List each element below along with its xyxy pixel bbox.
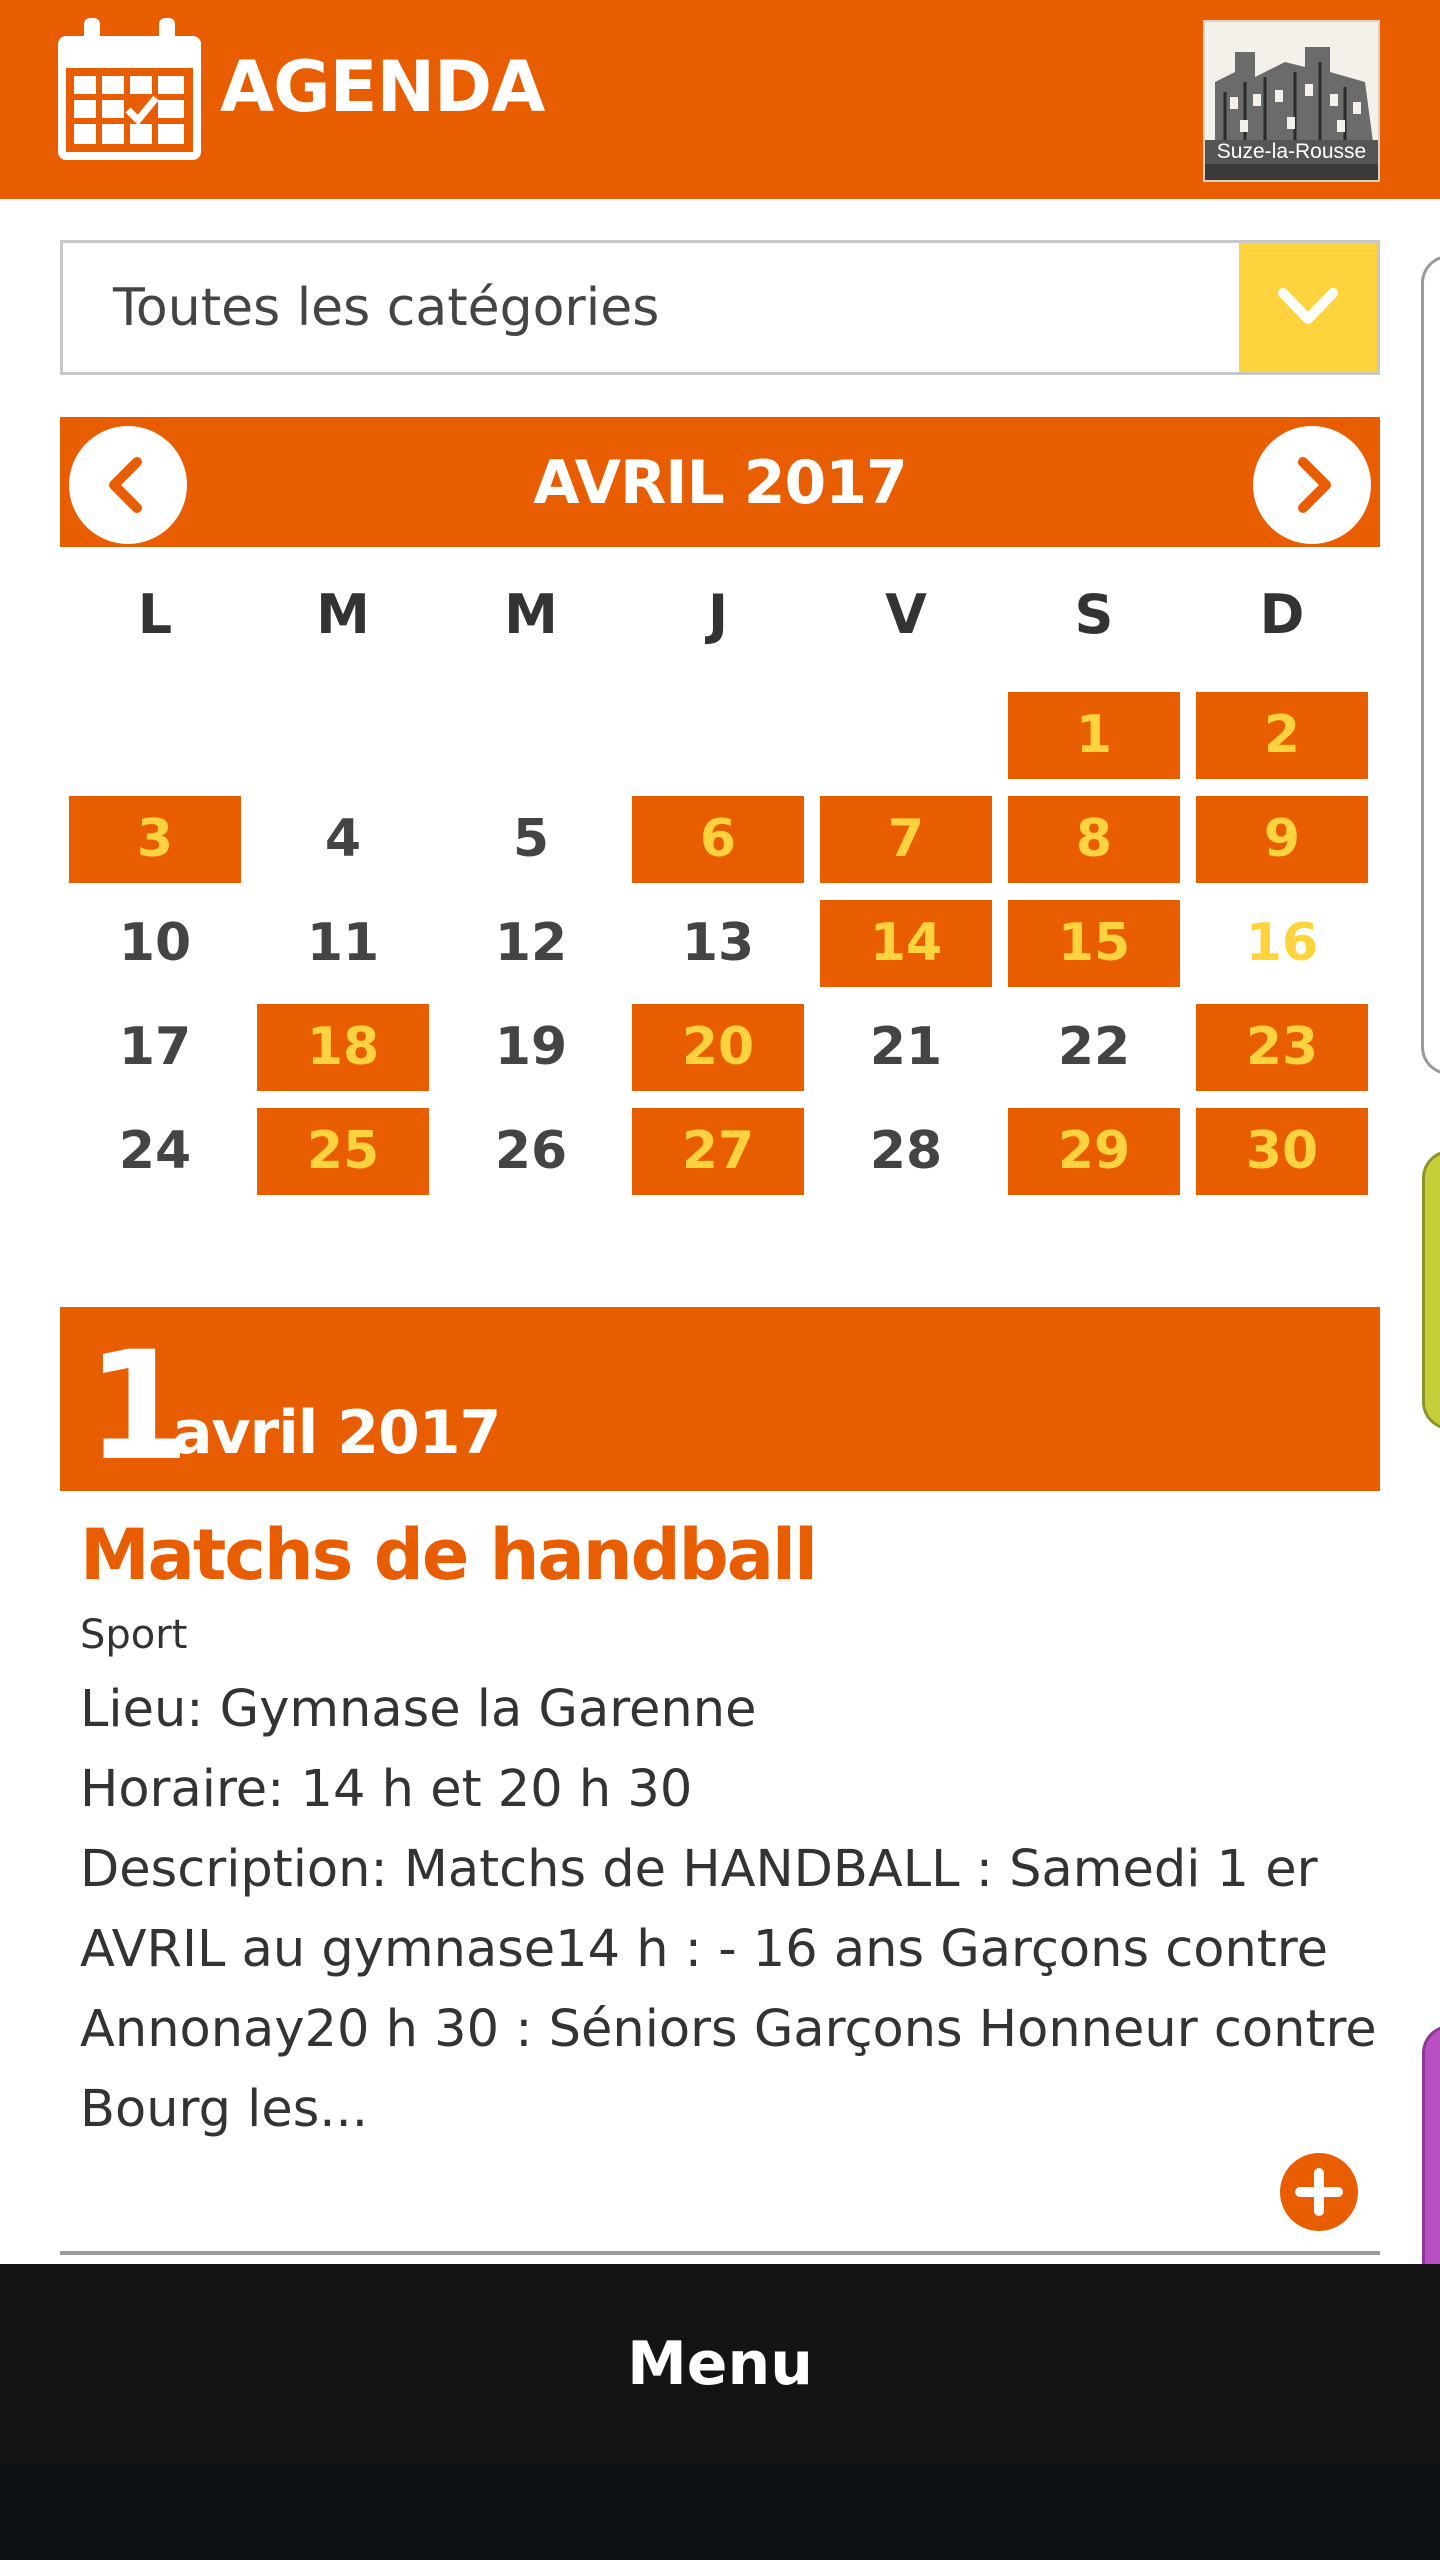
calendar-day[interactable]: 10	[118, 913, 192, 973]
chevron-down-icon	[1239, 243, 1377, 372]
calendar-day-with-event[interactable]: 2	[1196, 692, 1368, 779]
menu-button[interactable]: Menu	[627, 2329, 813, 2399]
bottom-strip	[0, 2464, 1440, 2560]
town-logo[interactable]	[1203, 20, 1380, 182]
selected-month-year: avril 2017	[172, 1398, 501, 1468]
calendar-day-with-event[interactable]: 6	[632, 796, 804, 883]
category-select-value: Toutes les catégories	[113, 278, 660, 338]
calendar-day-with-event[interactable]: 27	[632, 1108, 804, 1195]
event-divider	[60, 2251, 1380, 2255]
calendar-day[interactable]: 5	[512, 809, 550, 869]
event-category: Sport	[80, 1612, 188, 1658]
calendar-day-with-event[interactable]: 14	[820, 900, 992, 987]
event-title[interactable]: Matchs de handball	[80, 1514, 817, 1596]
selected-date-header	[60, 1307, 1380, 1494]
calendar-day[interactable]: 22	[1057, 1017, 1131, 1077]
weekday-header: L	[137, 583, 173, 646]
calendar-day[interactable]: 24	[118, 1121, 192, 1181]
weekday-header: M	[316, 583, 370, 646]
calendar-day-with-event[interactable]: 15	[1008, 900, 1180, 987]
calendar-day-with-event[interactable]: 1	[1008, 692, 1180, 779]
logo-caption: Suze-la-Rousse	[1205, 140, 1378, 164]
calendar-day-with-event[interactable]: 9	[1196, 796, 1368, 883]
calendar-day-with-event[interactable]: 23	[1196, 1004, 1368, 1091]
next-month-button[interactable]	[1253, 426, 1371, 544]
calendar-day[interactable]: 21	[869, 1017, 943, 1077]
calendar-icon	[58, 18, 201, 160]
calendar-day[interactable]: 11	[306, 913, 380, 973]
plus-icon	[1280, 2153, 1358, 2231]
calendar-day[interactable]: 17	[118, 1017, 192, 1077]
calendar-day-with-event[interactable]: 30	[1196, 1108, 1368, 1195]
calendar-day[interactable]: 16	[1245, 913, 1319, 973]
calendar-day[interactable]: 26	[494, 1121, 568, 1181]
weekday-header: J	[707, 583, 729, 646]
calendar-day[interactable]: 12	[494, 913, 568, 973]
weekday-header: D	[1259, 583, 1305, 646]
weekday-header: S	[1074, 583, 1114, 646]
menu-bar[interactable]	[0, 2264, 1440, 2464]
event-schedule: Horaire: 14 h et 20 h 30	[80, 1760, 693, 1819]
side-decoration-green	[1422, 1150, 1440, 1430]
weekday-header: V	[885, 583, 927, 646]
event-location: Lieu: Gymnase la Garenne	[80, 1680, 757, 1739]
category-select-toggle[interactable]	[1239, 243, 1377, 372]
selected-day-number: 1	[86, 1320, 187, 1494]
event-description: Description: Matchs de HANDBALL : Samedi 1 er AVRIL au gymnase14 h : - 16 ans Garçons contre Annonay20 h 30 : Séniors Garçons Honneur contre Bourg les...	[80, 1840, 1377, 2139]
month-navigation	[60, 417, 1380, 547]
calendar-day[interactable]: 4	[324, 809, 362, 869]
month-label: AVRIL 2017	[533, 448, 907, 518]
weekday-header: M	[504, 583, 558, 646]
calendar-day-with-event[interactable]: 29	[1008, 1108, 1180, 1195]
chevron-right-icon	[1253, 426, 1371, 544]
calendar-day-with-event[interactable]: 8	[1008, 796, 1180, 883]
page-title: AGENDA	[220, 46, 545, 128]
category-select[interactable]	[60, 240, 1380, 375]
calendar-day[interactable]: 19	[494, 1017, 568, 1077]
calendar-day-with-event[interactable]: 7	[820, 796, 992, 883]
event-more-button[interactable]	[1280, 2153, 1358, 2231]
calendar-day[interactable]: 13	[681, 913, 755, 973]
app-header	[0, 0, 1440, 199]
calendar-day-with-event[interactable]: 3	[69, 796, 241, 883]
side-decoration-outline	[1421, 255, 1440, 1075]
calendar-day[interactable]: 28	[869, 1121, 943, 1181]
calendar-day-with-event[interactable]: 20	[632, 1004, 804, 1091]
calendar-day-with-event[interactable]: 25	[257, 1108, 429, 1195]
calendar-day-with-event[interactable]: 18	[257, 1004, 429, 1091]
